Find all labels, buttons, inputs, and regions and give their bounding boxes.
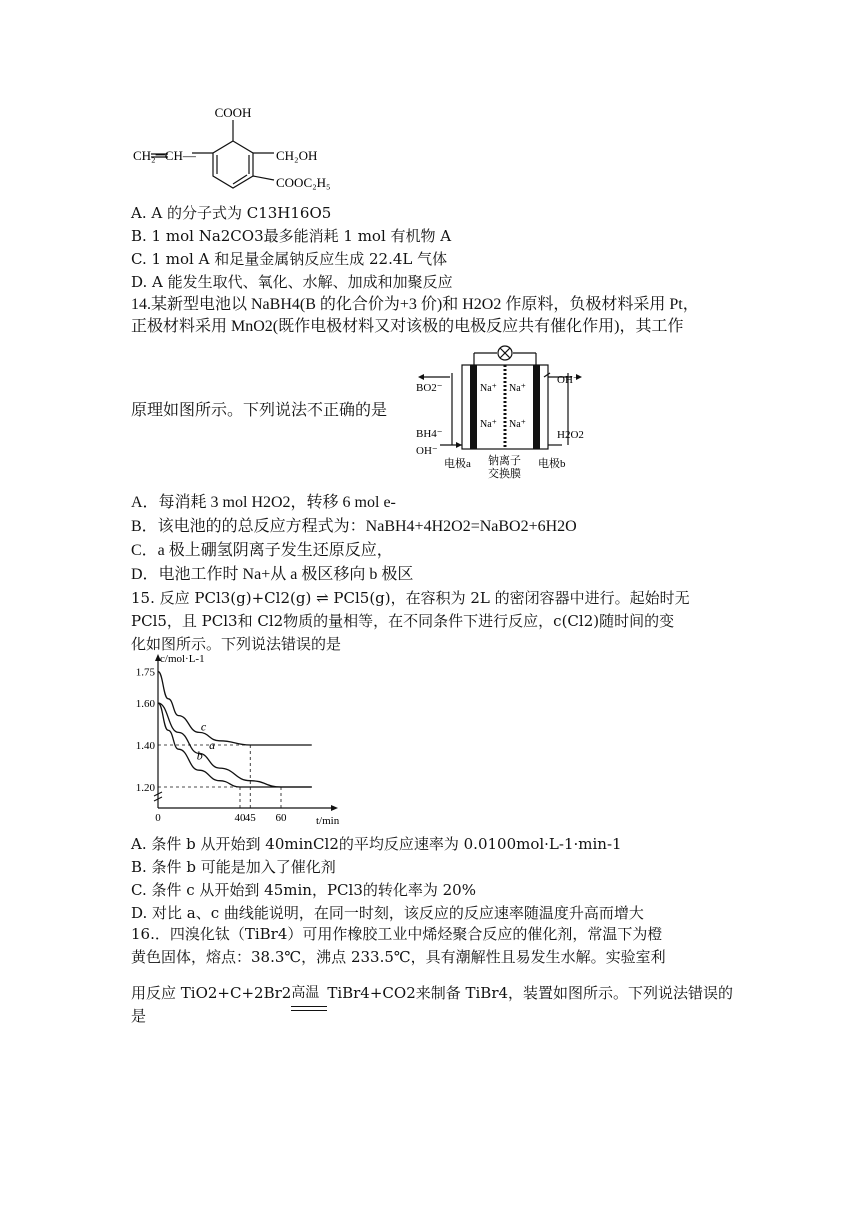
q16-stem-line1: 16.．四溴化钛（TiBr4）可用作橡胶工业中烯烃聚合反应的催化剂，常温下为橙: [131, 925, 663, 943]
q16-equation-right: TiBr4+CO2来制备 TiBr4，装置如图所示。下列说法错误的: [327, 984, 734, 1002]
vinyl-label: CH₂═CH—: [133, 148, 196, 163]
double-bar: [291, 1006, 327, 1011]
q14-stem-line1: 14.某新型电池以 NaBH4(B 的化合价为+3 价)和 H2O2 作原料，负极材料采用 Pt，: [131, 296, 699, 313]
series-label-c: c: [200, 719, 207, 734]
x-tick-label: 60: [275, 812, 287, 824]
q14-option-d: D．电池工作时 Na+从 a 极区移向 b 极区: [131, 566, 414, 583]
x-tick-label: 0: [155, 812, 161, 824]
membrane-label-2: 交换膜: [488, 468, 521, 480]
cooh-label: COOH: [214, 105, 252, 120]
series-label-a: a: [209, 738, 216, 753]
h2o2-label: H2O2: [557, 429, 584, 441]
q15-stem-line2: PCl5，且 PCl3和 Cl2物质的量相等，在不同条件下进行反应，c(Cl2)随时间的变: [131, 612, 675, 630]
q16-stem-line3: [131, 984, 733, 1002]
membrane-label-1: 钠离子: [488, 455, 521, 467]
y-tick-label: 1.20: [135, 782, 155, 794]
x-tick-label: 45: [244, 812, 256, 824]
na-label-2: Na⁺: [509, 383, 526, 394]
structure-diagram: [130, 100, 360, 200]
na-label-3: Na⁺: [480, 419, 497, 430]
q14-option-a: A．每消耗 3 mol H2O2，转移 6 mol e-: [131, 494, 396, 511]
condition-label: 高温: [291, 985, 320, 1001]
q14-option-b: B．该电池的的总反应方程式为：NaBH4+4H2O2=NaBO2+6H2O: [131, 518, 577, 535]
x-axis-arrow: [331, 805, 338, 811]
q13-option-a: A. A 的分子式为 C13H16O5: [131, 204, 332, 222]
battery-diagram: [412, 343, 592, 483]
q15-option-d: D. 对比 a、c 曲线能说明，在同一时刻，该反应的反应速率随温度升高而增大: [131, 904, 644, 922]
na-label-4: Na⁺: [509, 419, 526, 430]
q15-option-c: C. 条件 c 从开始到 45min，PCl3的转化率为 20%: [131, 881, 476, 899]
y-tick-label: 1.40: [135, 740, 155, 752]
q16-equation-left: 用反应 TiO2+C+2Br2: [131, 984, 292, 1002]
ester-label: COOC₂H₅: [276, 175, 331, 190]
q15-option-b: B. 条件 b 可能是加入了催化剂: [131, 858, 336, 876]
q15-option-a: A. 条件 b 从开始到 40minCl2的平均反应速率为 0.0100mol·L-1·min-1: [131, 835, 622, 853]
q13-option-c: C. 1 mol A 和足量金属钠反应生成 22.4L 气体: [131, 250, 448, 268]
q15-stem-line1: 15. 反应 PCl3(g)+Cl2(g) ⇌ PCl5(g)，在容积为 2L 的密闭容器中进行。起始时无: [131, 589, 690, 607]
bo2-label: BO2⁻: [416, 382, 443, 394]
x-tick-label: 40: [234, 812, 246, 824]
electrode-a-label: 电极a: [444, 458, 471, 470]
q14-stem-line2: 正极材料采用 MnO2(既作电极材料又对该极的电极反应共有催化作用)，其工作: [131, 318, 684, 335]
bh4-label: BH4⁻: [416, 428, 443, 440]
series-label-b: b: [196, 748, 203, 763]
q14-stem-line3: 原理如图所示。下列说法不正确的是: [131, 402, 388, 419]
ch2oh-label: CH₂OH: [276, 148, 318, 163]
y-axis-label: c/mol·L-1: [160, 653, 205, 665]
concentration-chart: [128, 650, 348, 828]
q16-stem-line4: 是: [131, 1007, 147, 1025]
curve-c: [158, 672, 312, 746]
q13-option-d: D. A 能发生取代、氧化、水解、加成和加聚反应: [131, 273, 453, 291]
q14-option-c: C．a 极上硼氢阴离子发生还原反应，: [131, 542, 393, 559]
q16-stem-line2: 黄色固体，熔点：38.3℃，沸点 233.5℃，具有潮解性且易发生水解。实验室利: [131, 948, 666, 966]
y-tick-label: 1.60: [135, 698, 155, 710]
electrode-b-label: 电极b: [538, 458, 566, 470]
q15-stem-line3: 化如图所示。下列说法错误的是: [131, 635, 342, 653]
oh-left-label: OH⁻: [416, 445, 438, 457]
oh-right-label: OH⁻: [557, 374, 579, 386]
x-axis-label: t/min: [316, 815, 340, 827]
q13-option-b: B. 1 mol Na2CO3最多能消耗 1 mol 有机物 A: [131, 227, 452, 245]
y-tick-label: 1.75: [135, 666, 155, 679]
na-label-1: Na⁺: [480, 383, 497, 394]
